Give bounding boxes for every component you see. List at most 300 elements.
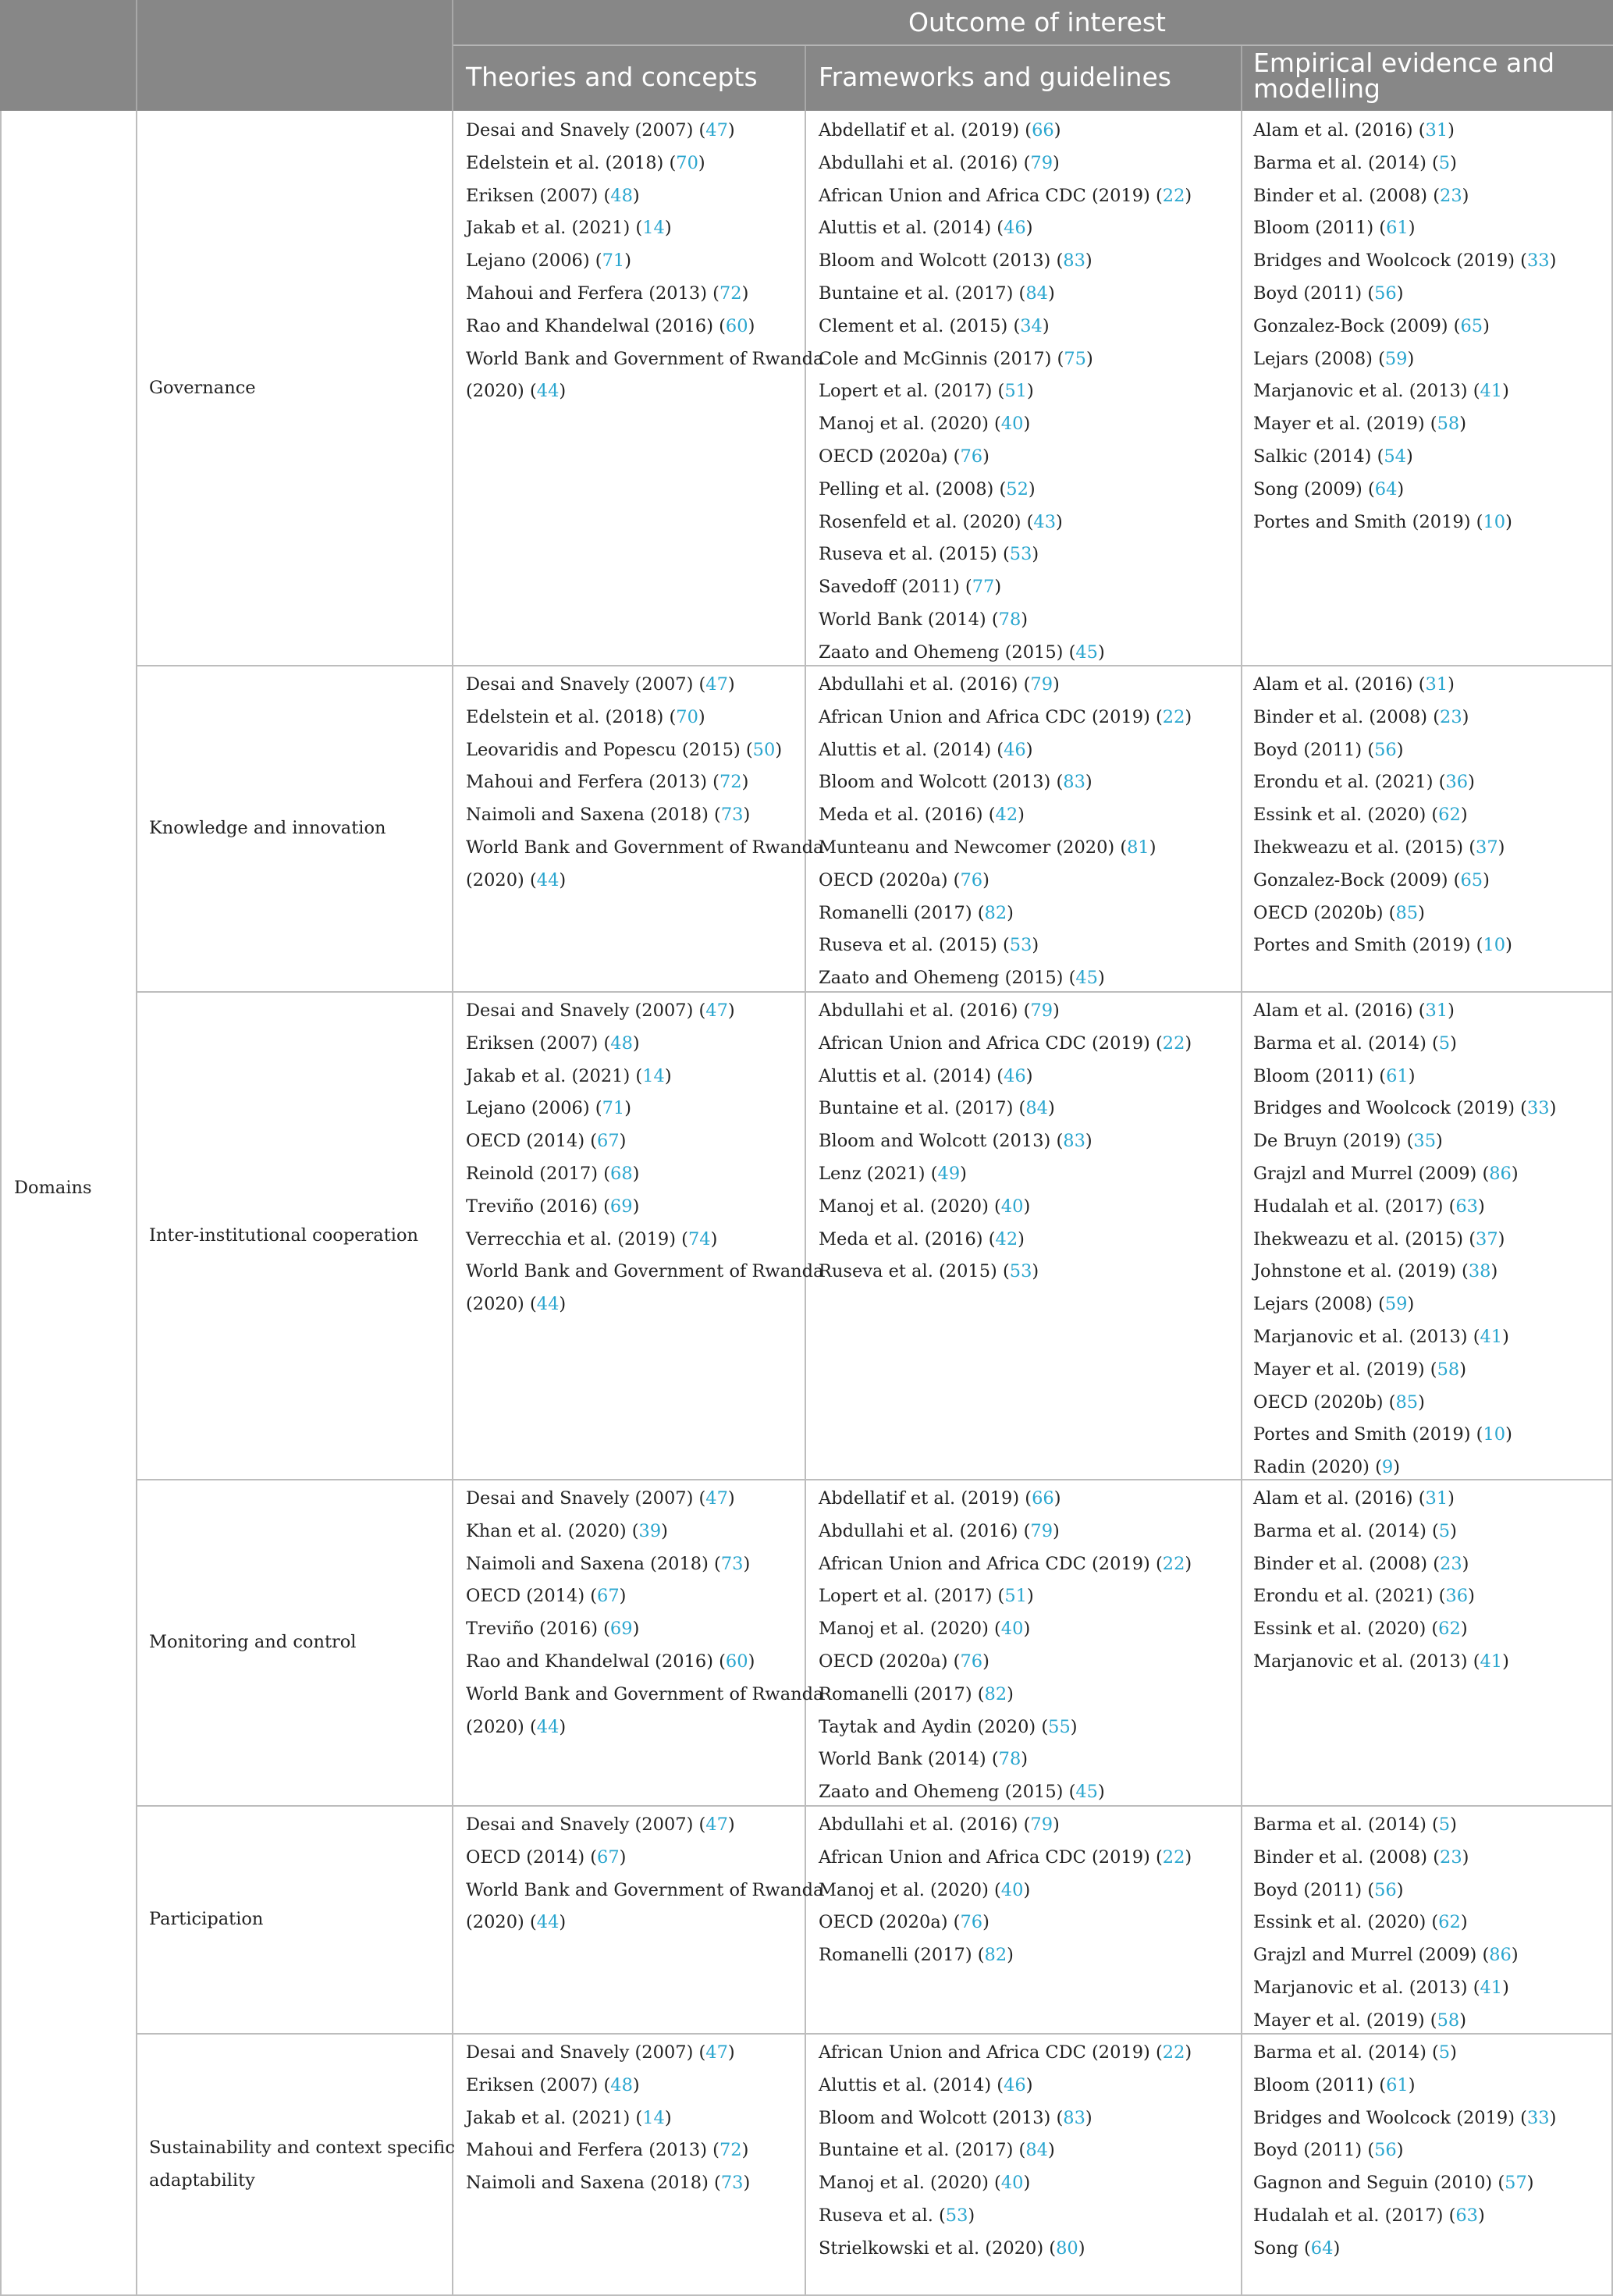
reference-link[interactable]: 48 (610, 2074, 633, 2095)
reference-link[interactable]: 35 (1413, 1131, 1437, 1152)
frameworks-citation (819, 2036, 1192, 2069)
reference-link[interactable]: 22 (1162, 1846, 1185, 1868)
reference-link[interactable]: 76 (960, 1912, 983, 1933)
reference-link[interactable]: 54 (1384, 446, 1406, 467)
reference-link[interactable]: 47 (705, 1488, 728, 1509)
citation-text: Manoj et al. (2020) ( (819, 1879, 1001, 1900)
reference-link[interactable]: 56 (1374, 739, 1397, 760)
reference-link[interactable]: 40 (1000, 414, 1024, 435)
reference-link[interactable]: 67 (597, 1846, 620, 1868)
reference-link[interactable]: 23 (1440, 185, 1462, 206)
citation-text: Ruseva et al. ( (819, 2205, 946, 2226)
frameworks-citation (819, 1482, 1061, 1515)
column-rule (136, 111, 137, 2294)
reference-link[interactable]: 57 (1505, 2173, 1527, 2194)
empirical-citation (1253, 1060, 1415, 1093)
empirical-citation (1253, 1580, 1475, 1612)
reference-link[interactable]: 40 (1000, 1619, 1024, 1640)
frameworks-citation (819, 1092, 1055, 1125)
reference-link[interactable]: 78 (998, 610, 1021, 630)
empirical-citation (1253, 147, 1457, 179)
empirical-citation (1253, 343, 1414, 375)
reference-link[interactable]: 79 (1030, 1814, 1053, 1835)
reference-link[interactable]: 86 (1489, 1945, 1512, 1966)
reference-link[interactable]: 38 (1468, 1261, 1491, 1282)
reference-link[interactable]: 59 (1384, 1294, 1408, 1315)
reference-link[interactable]: 14 (642, 218, 665, 239)
citation-text: ) (1025, 2074, 1033, 2095)
reference-link[interactable]: 44 (536, 869, 560, 890)
reference-link[interactable]: 79 (1030, 152, 1053, 173)
citation-text: ) (632, 1164, 640, 1184)
reference-link[interactable]: 39 (638, 1520, 662, 1541)
reference-link[interactable]: 62 (1438, 1619, 1461, 1640)
reference-link[interactable]: 61 (1386, 218, 1409, 239)
row-divider (136, 1805, 1613, 1807)
citation-text: ) (1021, 1749, 1029, 1770)
reference-link[interactable]: 58 (1437, 2010, 1460, 2031)
reference-link[interactable]: 31 (1425, 674, 1448, 695)
citation-text: ) (775, 739, 783, 760)
reference-link[interactable]: 78 (998, 1749, 1021, 1770)
theories-citation (466, 864, 566, 897)
reference-link[interactable]: 48 (610, 1032, 633, 1054)
citation-text: ) (1448, 120, 1455, 140)
empirical-citation (1253, 1190, 1485, 1223)
citation-text: Aluttis et al. (2014) ( (819, 739, 1004, 760)
reference-link[interactable]: 44 (536, 1912, 560, 1933)
empirical-citation (1253, 277, 1404, 310)
citation-text: Zaato and Ohemeng (2015) ( (819, 1782, 1076, 1803)
citation-text: Manoj et al. (2020) ( (819, 1619, 1001, 1640)
reference-link[interactable]: 31 (1425, 120, 1448, 140)
reference-link[interactable]: 47 (705, 2042, 728, 2063)
reference-link[interactable]: 73 (720, 805, 744, 826)
reference-link[interactable]: 33 (1526, 251, 1550, 272)
citation-text: ) (1053, 152, 1060, 173)
reference-link[interactable]: 73 (720, 2173, 744, 2194)
reference-link[interactable]: 22 (1162, 1553, 1185, 1574)
reference-link[interactable]: 10 (1483, 1424, 1506, 1445)
empirical-citation (1253, 2069, 1415, 2102)
citation-text: Boyd (2011) ( (1253, 2140, 1375, 2161)
reference-link[interactable]: 46 (1004, 218, 1026, 239)
reference-link[interactable]: 22 (1162, 1032, 1185, 1054)
reference-link[interactable]: 85 (1395, 1391, 1419, 1413)
citation-text: Lejars (2008) ( (1253, 348, 1385, 369)
reference-link[interactable]: 47 (705, 674, 728, 695)
reference-link[interactable]: 45 (1075, 1782, 1098, 1803)
reference-link[interactable]: 74 (687, 1228, 711, 1249)
reference-link[interactable]: 53 (1009, 544, 1032, 565)
reference-link[interactable]: 5 (1438, 1520, 1451, 1541)
frameworks-citation (819, 994, 1060, 1027)
citation-text: ) (1185, 1846, 1192, 1868)
reference-link[interactable]: 81 (1127, 837, 1149, 858)
reference-link[interactable]: 40 (1000, 1196, 1024, 1217)
theories-citation (466, 375, 566, 407)
reference-link[interactable]: 83 (1063, 2107, 1085, 2128)
reference-link[interactable]: 53 (1009, 935, 1032, 956)
citation-text: Lejars (2008) ( (1253, 1294, 1385, 1315)
reference-link[interactable]: 71 (602, 1098, 625, 1119)
citation-text: Binder et al. (2008) ( (1253, 1553, 1441, 1574)
reference-link[interactable]: 76 (960, 869, 983, 890)
reference-link[interactable]: 41 (1480, 1327, 1503, 1347)
citation-text: ) (1053, 120, 1061, 140)
frameworks-citation (819, 114, 1061, 147)
frameworks-citation (819, 1515, 1060, 1548)
citation-text: Radin (2020) ( (1253, 1457, 1382, 1478)
frameworks-citation (819, 1743, 1028, 1775)
reference-link[interactable]: 80 (1056, 2237, 1078, 2259)
reference-link[interactable]: 46 (1004, 2074, 1026, 2095)
reference-link[interactable]: 44 (536, 381, 560, 402)
citation-text: Buntaine et al. (2017) ( (819, 283, 1026, 304)
citation-text: ) (1053, 1520, 1060, 1541)
theories-citation (466, 701, 705, 734)
citation-text: World Bank (2014) ( (819, 1749, 999, 1770)
domain-label: Monitoring and control (149, 1632, 357, 1653)
citation-text: Barma et al. (2014) ( (1253, 2042, 1439, 2063)
citation-text: Bloom (2011) ( (1253, 2074, 1387, 2095)
reference-link[interactable]: 56 (1374, 1879, 1397, 1900)
reference-link[interactable]: 10 (1483, 935, 1506, 956)
citation-text: Hudalah et al. (2017) ( (1253, 1196, 1456, 1217)
reference-link[interactable]: 47 (705, 120, 728, 140)
reference-link[interactable]: 67 (597, 1131, 620, 1152)
reference-link[interactable]: 84 (1025, 2140, 1048, 2161)
citation-text: ) (727, 1814, 735, 1835)
citation-text: Abdullahi et al. (2016) ( (819, 1001, 1031, 1021)
reference-link[interactable]: 68 (610, 1164, 633, 1184)
reference-link[interactable]: 64 (1310, 2237, 1334, 2259)
citation-text: Mahoui and Ferfera (2013) ( (466, 772, 719, 793)
citation-text: Jakab et al. (2021) ( (466, 1065, 643, 1086)
citation-text: Abdullahi et al. (2016) ( (819, 1520, 1031, 1541)
reference-link[interactable]: 79 (1030, 1001, 1053, 1021)
theories-citation (466, 994, 735, 1027)
reference-link[interactable]: 42 (995, 1228, 1018, 1249)
reference-link[interactable]: 63 (1455, 2205, 1478, 2226)
reference-link[interactable]: 56 (1374, 2140, 1397, 2161)
reference-link[interactable]: 83 (1063, 251, 1085, 272)
citation-text: ) (1408, 2074, 1416, 2095)
citation-text: Desai and Snavely (2007) ( (466, 2042, 706, 2063)
citation-text: ) (1460, 805, 1468, 826)
theories-citation (466, 1678, 823, 1711)
reference-link[interactable]: 75 (1064, 348, 1086, 369)
citation-text: ) (710, 1228, 718, 1249)
reference-link[interactable]: 58 (1437, 1359, 1460, 1380)
citation-text: ) (960, 1164, 967, 1184)
citation-text: ) (1018, 805, 1025, 826)
reference-link[interactable]: 22 (1162, 2042, 1185, 2063)
citation-text: Abdellatif et al. (2019) ( (819, 120, 1032, 140)
citation-text: ) (1502, 1978, 1509, 1998)
theories-citation (466, 1612, 639, 1645)
reference-link[interactable]: 22 (1162, 706, 1185, 727)
reference-link[interactable]: 53 (1009, 1261, 1032, 1282)
empirical-citation (1253, 798, 1468, 831)
reference-link[interactable]: 5 (1438, 1032, 1451, 1054)
reference-link[interactable]: 34 (1020, 315, 1043, 336)
reference-link[interactable]: 70 (676, 706, 698, 727)
citation-text: World Bank (2014) ( (819, 610, 999, 630)
reference-link[interactable]: 37 (1476, 1228, 1498, 1249)
citation-text: ) (1053, 1001, 1060, 1021)
theories-citation (466, 114, 735, 147)
reference-link[interactable]: 56 (1374, 283, 1397, 304)
citation-text: Rao and Khandelwal (2016) ( (466, 315, 726, 336)
citation-text: ) (1393, 1457, 1400, 1478)
theories-citation (466, 668, 735, 701)
reference-link[interactable]: 53 (945, 2205, 968, 2226)
reference-link[interactable]: 69 (609, 1196, 633, 1217)
reference-link[interactable]: 41 (1480, 1978, 1503, 1998)
citation-text: ) (1026, 1586, 1034, 1607)
reference-link[interactable]: 82 (984, 1945, 1007, 1966)
theories-citation (466, 343, 823, 375)
citation-text: ) (1085, 348, 1093, 369)
reference-link[interactable]: 63 (1455, 1196, 1478, 1217)
reference-link[interactable]: 72 (719, 2140, 742, 2161)
reference-link[interactable]: 76 (960, 446, 983, 467)
reference-link[interactable]: 44 (536, 1294, 560, 1315)
empirical-citation (1253, 1841, 1469, 1874)
reference-link[interactable]: 58 (1437, 414, 1460, 435)
reference-link[interactable]: 79 (1030, 1520, 1053, 1541)
col-header-empirical-2: modelling (1253, 73, 1380, 104)
reference-link[interactable]: 23 (1440, 1846, 1462, 1868)
reference-link[interactable]: 33 (1526, 2107, 1550, 2128)
reference-link[interactable]: 79 (1030, 674, 1053, 695)
reference-link[interactable]: 31 (1425, 1001, 1448, 1021)
reference-link[interactable]: 77 (972, 577, 995, 598)
citation-text: ) (1396, 1879, 1404, 1900)
reference-link[interactable]: 51 (1004, 381, 1027, 402)
citation-text: Song ( (1253, 2237, 1311, 2259)
citation-text: ) (1397, 478, 1405, 499)
frameworks-citation (819, 1060, 1033, 1093)
reference-link[interactable]: 69 (609, 1619, 633, 1640)
reference-link[interactable]: 36 (1445, 1586, 1469, 1607)
empirical-citation (1253, 1874, 1404, 1907)
empirical-citation (1253, 1386, 1425, 1419)
reference-link[interactable]: 36 (1445, 772, 1469, 793)
citation-text: OECD (2014) ( (466, 1586, 598, 1607)
reference-link[interactable]: 66 (1032, 120, 1054, 140)
citation-text: ) (1396, 283, 1404, 304)
citation-text: Zaato and Ohemeng (2015) ( (819, 642, 1076, 663)
citation-text: Bloom (2011) ( (1253, 218, 1387, 239)
reference-link[interactable]: 23 (1440, 706, 1462, 727)
reference-link[interactable]: 41 (1480, 381, 1503, 402)
reference-link[interactable]: 33 (1526, 1098, 1550, 1119)
citation-text: ) (1047, 1098, 1055, 1119)
citation-text: ) (1085, 251, 1093, 272)
reference-link[interactable]: 45 (1075, 642, 1098, 663)
reference-link[interactable]: 61 (1386, 1065, 1409, 1086)
reference-link[interactable]: 40 (1000, 1879, 1024, 1900)
reference-link[interactable]: 9 (1381, 1457, 1394, 1478)
reference-link[interactable]: 70 (676, 152, 698, 173)
citation-text: (2020) ( (466, 869, 537, 890)
empirical-citation (1253, 473, 1404, 506)
citation-text: De Bruyn (2019) ( (1253, 1131, 1414, 1152)
reference-link[interactable]: 67 (597, 1586, 620, 1607)
theories-citation (466, 831, 823, 864)
citation-text: ) (1483, 315, 1490, 336)
reference-link[interactable]: 31 (1425, 1488, 1448, 1509)
citation-text: OECD (2020b) ( (1253, 1391, 1396, 1413)
citation-text: ) (1047, 2140, 1055, 2161)
citation-text: ) (698, 706, 705, 727)
reference-link[interactable]: 72 (719, 283, 742, 304)
empirical-citation (1253, 1548, 1469, 1580)
domain-label: Sustainability and context specific (149, 2137, 455, 2158)
reference-link[interactable]: 65 (1460, 869, 1483, 890)
reference-link[interactable]: 41 (1480, 1651, 1503, 1672)
reference-link[interactable]: 84 (1025, 283, 1048, 304)
reference-link[interactable]: 72 (719, 772, 742, 793)
reference-link[interactable]: 14 (642, 2107, 665, 2128)
theories-citation (466, 1515, 668, 1548)
reference-link[interactable]: 85 (1395, 902, 1419, 923)
reference-link[interactable]: 40 (1000, 2173, 1024, 2194)
citation-text: Manoj et al. (2020) ( (819, 1196, 1001, 1217)
citation-text: ) (1502, 381, 1509, 402)
citation-text: Romanelli (2017) ( (819, 902, 985, 923)
reference-link[interactable]: 73 (720, 1553, 744, 1574)
citation-text: ) (1450, 1032, 1457, 1054)
reference-link[interactable]: 37 (1476, 837, 1498, 858)
citation-text: ) (1549, 251, 1557, 272)
reference-link[interactable]: 62 (1438, 1912, 1461, 1933)
domain-label: Governance (149, 378, 256, 399)
empirical-citation (1253, 1157, 1519, 1190)
frameworks-citation (819, 2069, 1033, 2102)
empirical-citation (1253, 897, 1425, 929)
reference-link[interactable]: 60 (725, 1651, 748, 1672)
citation-text: ) (559, 869, 567, 890)
reference-link[interactable]: 55 (1048, 1716, 1071, 1737)
citation-text: ) (1511, 1164, 1519, 1184)
reference-link[interactable]: 71 (602, 251, 625, 272)
citation-text: ) (727, 2042, 735, 2063)
citation-text: ) (1505, 1424, 1512, 1445)
reference-link[interactable]: 62 (1438, 805, 1461, 826)
reference-link[interactable]: 84 (1025, 1098, 1048, 1119)
citation-text: African Union and Africa CDC (2019) ( (819, 1846, 1163, 1868)
citation-text: ) (727, 1488, 735, 1509)
citation-text: Reinold (2017) ( (466, 1164, 610, 1184)
reference-link[interactable]: 60 (725, 315, 748, 336)
reference-link[interactable]: 86 (1489, 1164, 1512, 1184)
citation-text: ) (1407, 348, 1415, 369)
citation-text: Erondu et al. (2021) ( (1253, 772, 1446, 793)
reference-link[interactable]: 49 (937, 1164, 961, 1184)
header-separator (136, 0, 137, 111)
reference-link[interactable]: 61 (1386, 2074, 1409, 2095)
citation-text: ) (1549, 2107, 1557, 2128)
row-divider (136, 665, 1613, 666)
citation-text: Ihekweazu et al. (2015) ( (1253, 837, 1476, 858)
citation-text: Bridges and Woolcock (2019) ( (1253, 2107, 1527, 2128)
reference-link[interactable]: 82 (984, 902, 1007, 923)
reference-link[interactable]: 46 (1004, 739, 1026, 760)
reference-link[interactable]: 5 (1438, 152, 1451, 173)
reference-link[interactable]: 46 (1004, 1065, 1026, 1086)
reference-link[interactable]: 44 (536, 1716, 560, 1737)
frameworks-citation (819, 1255, 1039, 1288)
citation-text: Naimoli and Saxena (2018) ( (466, 1553, 721, 1574)
reference-link[interactable]: 51 (1004, 1586, 1027, 1607)
reference-link[interactable]: 83 (1063, 1131, 1085, 1152)
header-divider (453, 44, 1613, 46)
theories-citation (466, 1288, 566, 1320)
citation-text: (2020) ( (466, 1716, 537, 1737)
citation-text: ) (619, 1131, 627, 1152)
theories-citation (466, 1482, 735, 1515)
reference-link[interactable]: 5 (1438, 2042, 1451, 2063)
citation-text: ) (1042, 315, 1050, 336)
empirical-citation (1253, 864, 1490, 897)
frameworks-citation (819, 1874, 1030, 1907)
citation-text: ) (1007, 1945, 1014, 1966)
empirical-citation (1253, 1482, 1455, 1515)
reference-link[interactable]: 10 (1483, 511, 1506, 532)
citation-text: African Union and Africa CDC (2019) ( (819, 1032, 1163, 1054)
citation-text: ) (1098, 1782, 1105, 1803)
reference-link[interactable]: 47 (705, 1001, 728, 1021)
reference-link[interactable]: 22 (1162, 185, 1185, 206)
citation-text: Johnstone et al. (2019) ( (1253, 1261, 1469, 1282)
reference-link[interactable]: 48 (610, 185, 633, 206)
citation-text: Aluttis et al. (2014) ( (819, 2074, 1004, 2095)
reference-link[interactable]: 64 (1374, 478, 1398, 499)
citation-text: ) (1505, 511, 1512, 532)
citation-text: Manoj et al. (2020) ( (819, 2173, 1001, 2194)
citation-text: Desai and Snavely (2007) ( (466, 1001, 706, 1021)
citation-text: ) (1468, 1586, 1475, 1607)
reference-link[interactable]: 59 (1384, 348, 1408, 369)
reference-link[interactable]: 66 (1032, 1488, 1054, 1509)
frameworks-citation (819, 1190, 1030, 1223)
empirical-citation (1253, 1125, 1443, 1157)
reference-link[interactable]: 52 (1006, 478, 1029, 499)
citation-text: ) (1032, 544, 1039, 565)
reference-link[interactable]: 5 (1438, 1814, 1451, 1835)
citation-text: Bloom and Wolcott (2013) ( (819, 1131, 1064, 1152)
reference-link[interactable]: 50 (752, 739, 776, 760)
reference-link[interactable]: 42 (995, 805, 1018, 826)
reference-link[interactable]: 45 (1075, 968, 1098, 989)
reference-link[interactable]: 47 (705, 1814, 728, 1835)
reference-link[interactable]: 82 (984, 1683, 1007, 1704)
reference-link[interactable]: 14 (642, 1065, 665, 1086)
citation-text: Song (2009) ( (1253, 478, 1375, 499)
reference-link[interactable]: 65 (1460, 315, 1483, 336)
citation-text: World Bank and Government of Rwanda (466, 1261, 824, 1282)
citation-text: ) (1396, 2140, 1404, 2161)
reference-link[interactable]: 43 (1033, 511, 1057, 532)
empirical-citation (1253, 506, 1512, 538)
reference-link[interactable]: 83 (1063, 772, 1085, 793)
citation-text: Gonzalez-Bock (2009) ( (1253, 315, 1461, 336)
reference-link[interactable]: 23 (1440, 1553, 1462, 1574)
reference-link[interactable]: 76 (960, 1651, 983, 1672)
